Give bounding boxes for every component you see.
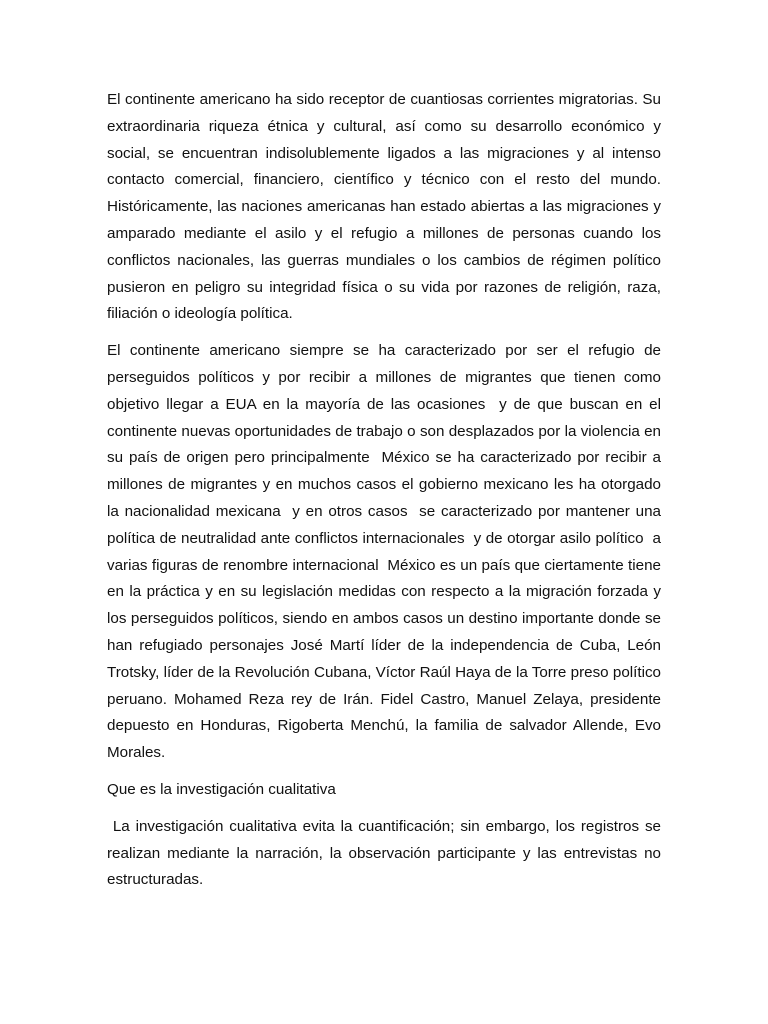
section-heading: Que es la investigación cualitativa — [107, 780, 336, 798]
paragraph-migration-americas: El continente americano ha sido receptor de cuantiosas corrientes migratorias. Su extraordinaria riqueza étnica y cultural, así como su desarrollo económico y social, se encuentran indisolublemente ligados a las migraciones y al intenso contacto comercial, financiero, científico y técnico con el resto del mundo. Históricamente, las naciones americanas han estado abiertas a las migraciones y amparado mediante el asilo y el refugio a millones de personas cuando los conflictos nacionales, las guerras mundiales o los cambios de régimen político pusieron en peligro su integridad física o su vida por razones de religión, raza, filiación o ideología política. — [107, 91, 666, 323]
paragraph-qualitative-research: La investigación cualitativa evita la cuantificación; sin embargo, los registros se realizan mediante la narración, la observación participante y las entrevistas no estructuradas. — [107, 817, 666, 889]
document-body — [107, 87, 666, 904]
paragraph-political-refuge: El continente americano siempre se ha caracterizado por ser el refugio de perseguidos políticos y por recibir a millones de migrantes que tienen como objetivo llegar a EUA en la mayoría de las ocasiones y de que buscan en el continente nuevas oportunidades de trabajo o son desplazados por la violencia en su país de origen pero principalmente México se ha caracterizado por recibir a millones de migrantes y en muchos casos el gobierno mexicano les ha otorgado la nacionalidad mexicana y en otros casos se caracterizado por mantener una política de neutralidad ante conflictos internacionales y de otorgar asilo político a varias figuras de renombre internacional México es un país que ciertamente tiene en la práctica y en su legislación medidas con respecto a la migración forzada y los perseguidos políticos, siendo en ambos casos un destino importante donde se han refugiado personajes José Martí líder de la independencia de Cuba, León Trotsky, líder de la Revolución Cubana, Víctor Raúl Haya de la Torre preso político peruano. Mohamed Reza rey de Irán. Fidel Castro, Manuel Zelaya, presidente depuesto en Honduras, Rigoberta Menchú, la familia de salvador Allende, Evo Morales. — [107, 342, 666, 762]
